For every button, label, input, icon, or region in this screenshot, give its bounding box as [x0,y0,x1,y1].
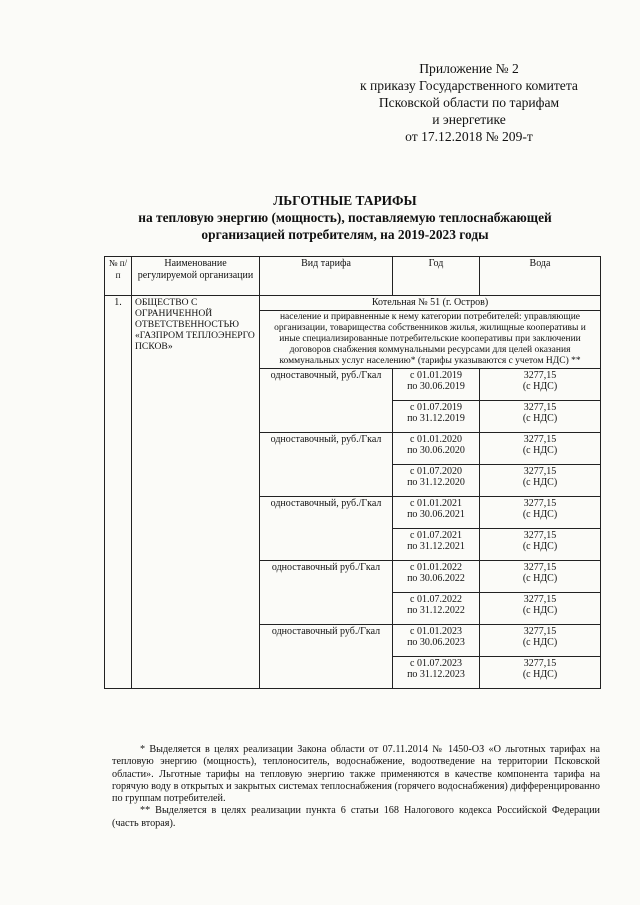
price-value: 3277,15 [523,657,557,669]
period-from: с 01.07.2023 [410,657,462,669]
period-from: с 01.07.2019 [410,401,462,413]
vat-note: (с НДС) [522,509,558,520]
annex-line: Приложение № 2 [419,61,519,76]
price-value: 3277,15 [523,401,557,413]
tariff-value [480,496,601,528]
annex-line: и энергетике [432,112,506,127]
vat-note: (с НДС) [522,605,558,616]
tariff-type: одноставочный руб./Гкал [260,560,393,624]
price-value: 3277,15 [523,369,557,381]
tariff-value [480,528,601,560]
footnote-2: ** Выделяется в целях реализации пункта 6 статьи 168 Налогового кодекса Российской Федерации (часть вторая). [112,805,600,829]
title-line: организацией потребителям, на 2019-2023 годы [201,227,489,242]
tariff-value [480,432,601,464]
period-from: с 01.01.2021 [410,497,462,509]
document-title [90,192,600,243]
period-from: с 01.01.2023 [410,625,462,637]
tariff-value [480,464,601,496]
annex-line: Псковской области по тарифам [378,95,560,110]
annex-line: к приказу Государственного комитета [360,78,578,93]
period-to: по 30.06.2021 [407,509,465,520]
period-to: по 31.12.2023 [407,669,465,680]
vat-note: (с НДС) [522,541,558,552]
price-value: 3277,15 [523,465,557,477]
period-to: по 31.12.2021 [407,541,465,552]
tariff-period [393,496,480,528]
tariff-period [393,624,480,656]
annex-header [338,60,600,145]
tariff-type: одноставочный, руб./Гкал [260,496,393,560]
tariff-period [393,592,480,624]
tariff-period [393,528,480,560]
tariff-period [393,656,480,688]
table-header-row [105,257,601,296]
title-line: ЛЬГОТНЫЕ ТАРИФЫ [273,193,417,208]
header-year: Год [393,257,480,296]
period-to: по 30.06.2020 [407,445,465,456]
boiler-row [105,296,601,311]
boiler-name: Котельная № 51 (г. Остров) [260,296,601,311]
header-org: Наименование регулируемой организации [132,257,260,296]
title-line: на тепловую энергию (мощность), поставляемую теплоснабжающей [138,210,552,225]
vat-note: (с НДС) [522,573,558,584]
tariff-period [393,464,480,496]
price-value: 3277,15 [523,497,557,509]
period-to: по 31.12.2019 [407,413,465,424]
row-number: 1. [105,296,132,689]
tariff-period [393,400,480,432]
annex-line: от 17.12.2018 № 209-т [405,129,533,144]
period-to: по 30.06.2023 [407,637,465,648]
tariff-period [393,432,480,464]
tariff-value [480,656,601,688]
period-from: с 01.07.2022 [410,593,462,605]
tariff-type: одноставочный, руб./Гкал [260,368,393,432]
vat-note: (с НДС) [522,669,558,680]
header-water: Вода [480,257,601,296]
tariff-value [480,624,601,656]
period-from: с 01.07.2020 [410,465,462,477]
vat-note: (с НДС) [522,413,558,424]
footnote-1: * Выделяется в целях реализации Закона области от 07.11.2014 № 1450-ОЗ «О льготных тарифах на тепловую энергию (мощность), теплоноситель, водоснабжение, водоотведение на территории Псковской области». Льготные тарифы на тепловую энергию также применяются в качестве компонента тарифа на горячую воду в открытых и закрытых системах теплоснабжения (горячего водоснабжения) дифференцированно по группам потребителей. [112,744,600,805]
price-value: 3277,15 [523,433,557,445]
price-value: 3277,15 [523,561,557,573]
tariff-value [480,400,601,432]
organization-name: ОБЩЕСТВО С ОГРАНИЧЕННОЙ ОТВЕТСТВЕННОСТЬЮ «ГАЗПРОМ ТЕПЛОЭНЕРГО ПСКОВ» [132,296,260,689]
period-to: по 31.12.2022 [407,605,465,616]
tariff-value [480,560,601,592]
tariff-period [393,368,480,400]
vat-note: (с НДС) [522,637,558,648]
vat-note: (с НДС) [522,445,558,456]
tariff-period [393,560,480,592]
tariff-value [480,592,601,624]
period-from: с 01.01.2019 [410,369,462,381]
price-value: 3277,15 [523,529,557,541]
header-type: Вид тарифа [260,257,393,296]
tariff-type: одноставочный руб./Гкал [260,624,393,688]
vat-note: (с НДС) [522,381,558,392]
period-to: по 30.06.2019 [407,381,465,392]
header-num: № п/п [105,257,132,296]
consumer-category: население и приравненные к нему категории потребителей: управляющие организации, товарищества собственников жилья, жилищные кооперативы и иные специализированные потребительские кооперативы при заключении договоров снабжения коммунальными ресурсами для целей оказания коммунальных услуг населению* (тарифы указываются с учетом НДС) ** [260,310,601,368]
tariff-type: одноставочный, руб./Гкал [260,432,393,496]
price-value: 3277,15 [523,625,557,637]
tariff-value [480,368,601,400]
price-value: 3277,15 [523,593,557,605]
period-from: с 01.07.2021 [410,529,462,541]
tariff-table [104,256,601,689]
footnotes [112,744,600,830]
period-to: по 31.12.2020 [407,477,465,488]
vat-note: (с НДС) [522,477,558,488]
period-from: с 01.01.2020 [410,433,462,445]
period-from: с 01.01.2022 [410,561,462,573]
period-to: по 30.06.2022 [407,573,465,584]
